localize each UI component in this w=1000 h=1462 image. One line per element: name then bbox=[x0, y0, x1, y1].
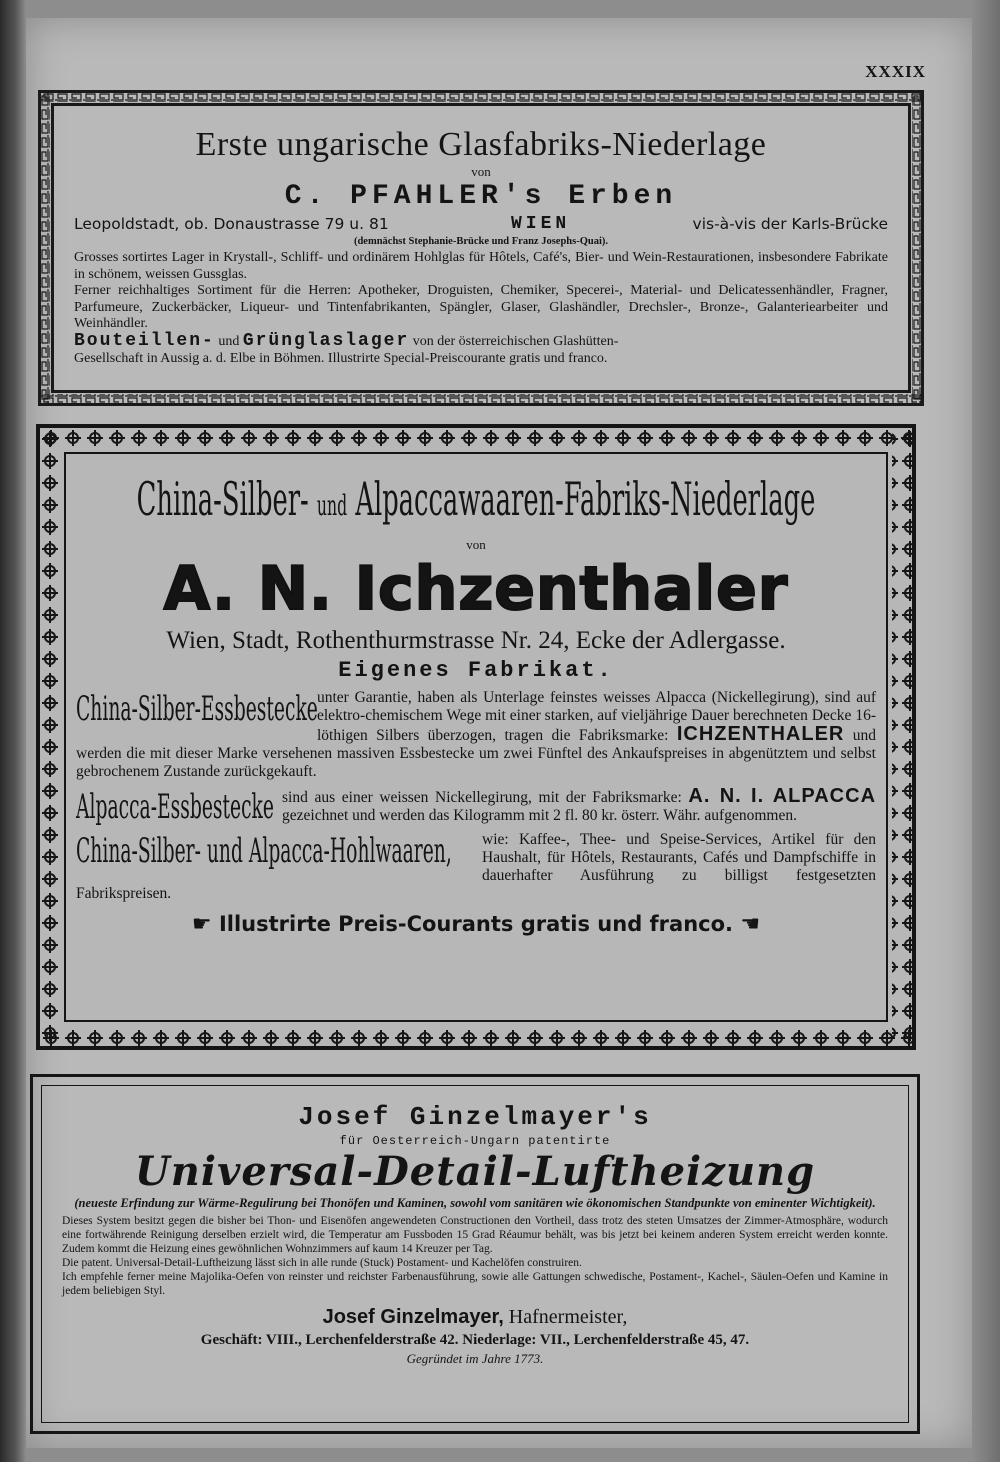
ad2-section-1 bbox=[66, 689, 886, 781]
ad2-footer-text: Illustrirte Preis-Courants gratis und franco. bbox=[218, 912, 734, 936]
advertisement-glasfabrik-inner bbox=[51, 103, 911, 393]
ad2-section-2-heading: Alpacca-Essbestecke bbox=[76, 787, 274, 827]
ad2-section-3-heading-wrap bbox=[76, 831, 452, 871]
ad2-title-a: China-Silber- bbox=[136, 472, 309, 526]
ad2-section-2-text2: gezeichnet und werden das Kilogramm mit 2 fl. 80 kr. österr. Währ. aufgenommen. bbox=[282, 807, 797, 824]
ad2-section-3 bbox=[66, 831, 886, 903]
ad2-section-1-heading: China-Silber-Essbestecke bbox=[76, 689, 318, 729]
ad2-footer bbox=[66, 909, 886, 940]
ad1-paragraph-1: Grosses sortirtes Lager in Krystall-, Schliff- und ordinärem Hohlglas für Hôtels, Café's, Bier- und Wein-Restaurationen, insbesondere Fabrikate in schönem, weissen Gussglas. bbox=[74, 250, 888, 282]
ad2-section-2-text: sind aus einer weissen Nickellegirung, mit der Fabriksmarke: bbox=[282, 789, 682, 806]
ad2-title bbox=[63, 468, 890, 537]
ad3-body bbox=[42, 1214, 908, 1298]
ad1-paragraph-2: Ferner reichhaltiges Sortiment für die Herren: Apotheker, Droguisten, Chemiker, Specerei-, Material- und Delicatessenhändler, Fragner, Parfumeure, Zuckerbäcker, Liqueur- und Tintenfabrikanten, Spängler, Glaser, Glashändler, Drechsler-, Bronze-, Galanteriearbeiter und Weinhändler. bbox=[74, 283, 888, 331]
ad2-section-2-mark: A. N. I. ALPACCA bbox=[688, 785, 877, 807]
ad2-company-name: A. N. Ichzenthaler bbox=[163, 554, 789, 624]
ad1-company-name: C. PFAHLER's Erben bbox=[284, 181, 678, 212]
ad3-founded: Gegründet im Jahre 1773. bbox=[406, 1351, 544, 1366]
pointing-hand-left-icon: ☛ bbox=[191, 912, 212, 937]
ad3-title: Universal-Detail-Luftheizung bbox=[134, 1148, 816, 1195]
ad3-address: Geschäft: VIII., Lerchenfelderstraße 42. Niederlage: VII., Lerchenfelderstraße 45, 47. bbox=[200, 1332, 750, 1348]
ad2-section-1-text2: und werden die mit dieser Marke versehenen massiven Essbestecke um zwei Fünftel des Ankaufspreises in abgenütztem und selbst gebrochenem Zustande zurückgekauft. bbox=[76, 727, 876, 780]
ad1-bottles-rest: von der österreichischen Glashütten- bbox=[412, 333, 619, 349]
ad1-bottles-und: und bbox=[218, 333, 240, 349]
ad1-title: Erste ungarische Glasfabriks-Niederlage bbox=[195, 126, 767, 163]
ad1-city: WIEN bbox=[511, 214, 571, 234]
ad2-section-1-text: unter Garantie, haben als Unterlage feinstes weisses Alpacca (Nickellegirung), sind auf elektro-chemischem Wege mit einer starken, auf vieljährige Dauer berechneten Decke 16-löthigen Silbers überzogen, tragen die Fabriksmarke: bbox=[317, 689, 876, 744]
ad2-von: von bbox=[466, 537, 486, 552]
ad2-section-2-heading-wrap bbox=[76, 787, 274, 827]
ad1-bottles-line bbox=[54, 330, 908, 351]
ad3-contact bbox=[42, 1304, 908, 1330]
ad3-contact-name: Josef Ginzelmayer, bbox=[322, 1306, 504, 1328]
ad1-bottles-heading: Bouteillen- bbox=[74, 330, 215, 351]
ad2-section-3-text: wie: Kaffee-, Thee- und Speise-Services, Artikel für den Haushalt, für Hôtels, Restaurants, Cafés und Dampfschiffe in dauerhafter Ausführung zu billigst festgesetzten Fabrikspreisen. bbox=[76, 831, 876, 902]
pointing-hand-right-icon: ☚ bbox=[740, 912, 761, 937]
ad2-own-product: Eigenes Fabrikat. bbox=[338, 658, 614, 683]
ad3-paragraph-2: Die patent. Universal-Detail-Luftheizung lässt sich in alle runde (Stuck) Postament- und Kachelöfen construiren. bbox=[62, 1257, 582, 1269]
ad1-address bbox=[54, 214, 908, 234]
page-edge bbox=[972, 0, 1000, 1462]
ad2-section-1-heading-wrap bbox=[76, 689, 318, 729]
page-number: XXXIX bbox=[865, 62, 926, 81]
ad1-von: von bbox=[471, 164, 491, 179]
advertisement-glasfabrik bbox=[38, 90, 924, 406]
ad2-section-2 bbox=[66, 787, 886, 825]
ad2-title-und: und bbox=[316, 489, 348, 522]
ad1-company-line: Gesellschaft in Aussig a. d. Elbe in Böhmen. Illustrirte Special-Preiscourante gratis und franco. bbox=[74, 350, 608, 366]
book-spine-shadow bbox=[0, 0, 26, 1462]
advertisement-ichzenthaler bbox=[36, 424, 916, 1050]
advertisement-ichzenthaler-inner bbox=[64, 452, 888, 1022]
advertisement-ginzelmayer-inner bbox=[41, 1085, 909, 1423]
ad2-address: Wien, Stadt, Rothenthurmstrasse Nr. 24, Ecke der Adlergasse. bbox=[166, 627, 786, 654]
ad1-address-right: vis-à-vis der Karls-Brücke bbox=[692, 215, 888, 233]
ad3-patent-line: für Oesterreich-Ungarn patentirte bbox=[339, 1134, 611, 1148]
ad1-address-left: Leopoldstadt, ob. Donaustrasse 79 u. 81 bbox=[74, 215, 389, 233]
ad3-paragraph-1: Dieses System besitzt gegen die bisher bei Thon- und Eisenöfen angewendeten Constructionen den Vortheil, dass trotz des steten Umsatzes der Zimmer-Atmosphäre, wodurch eine fortwährende Reinigung derselben erzielt wird, die Temperatur am Fussboden 15 Grad Réaumur behält, was bis jetzt bei keinem anderen System erreicht werden konnte. Zudem kommt die Heizung eines gewöhnlichen Wohnzimmers auf kaum 14 Kreuzer per Tag. bbox=[62, 1215, 888, 1255]
ad3-contact-role: Hafnermeister, bbox=[508, 1306, 628, 1328]
ad3-subtitle: (neueste Erfindung zur Wärme-Regulirung bei Thonöfen und Kaminen, sowohl vom sanitären wie ökonomischen Standpunkte von eminenter Wichtigkeit). bbox=[74, 1196, 876, 1210]
ad3-paragraph-3: Ich empfehle ferner meine Majolika-Oefen von reinster und reichster Farbenausführung, sowie alle Gattungen schwedische, Postament-, Kachel-, Säulen-Oefen und Kamine in jedem beliebigen Styl. bbox=[62, 1271, 888, 1297]
ad3-company-name: Josef Ginzelmayer's bbox=[298, 1102, 652, 1132]
advertisement-ginzelmayer bbox=[30, 1074, 920, 1434]
ad2-section-1-mark: ICHZENTHALER bbox=[676, 723, 845, 745]
ad2-section-3-heading: China-Silber- und Alpacca-Hohlwaaren, bbox=[76, 831, 452, 871]
ad1-note: (demnächst Stephanie-Brücke und Franz Josephs-Quai). bbox=[353, 236, 609, 247]
ad2-title-b: Alpaccawaaren-Fabriks-Niederlage bbox=[355, 472, 816, 526]
ad1-greenglass-heading: Grünglaslager bbox=[242, 330, 410, 351]
